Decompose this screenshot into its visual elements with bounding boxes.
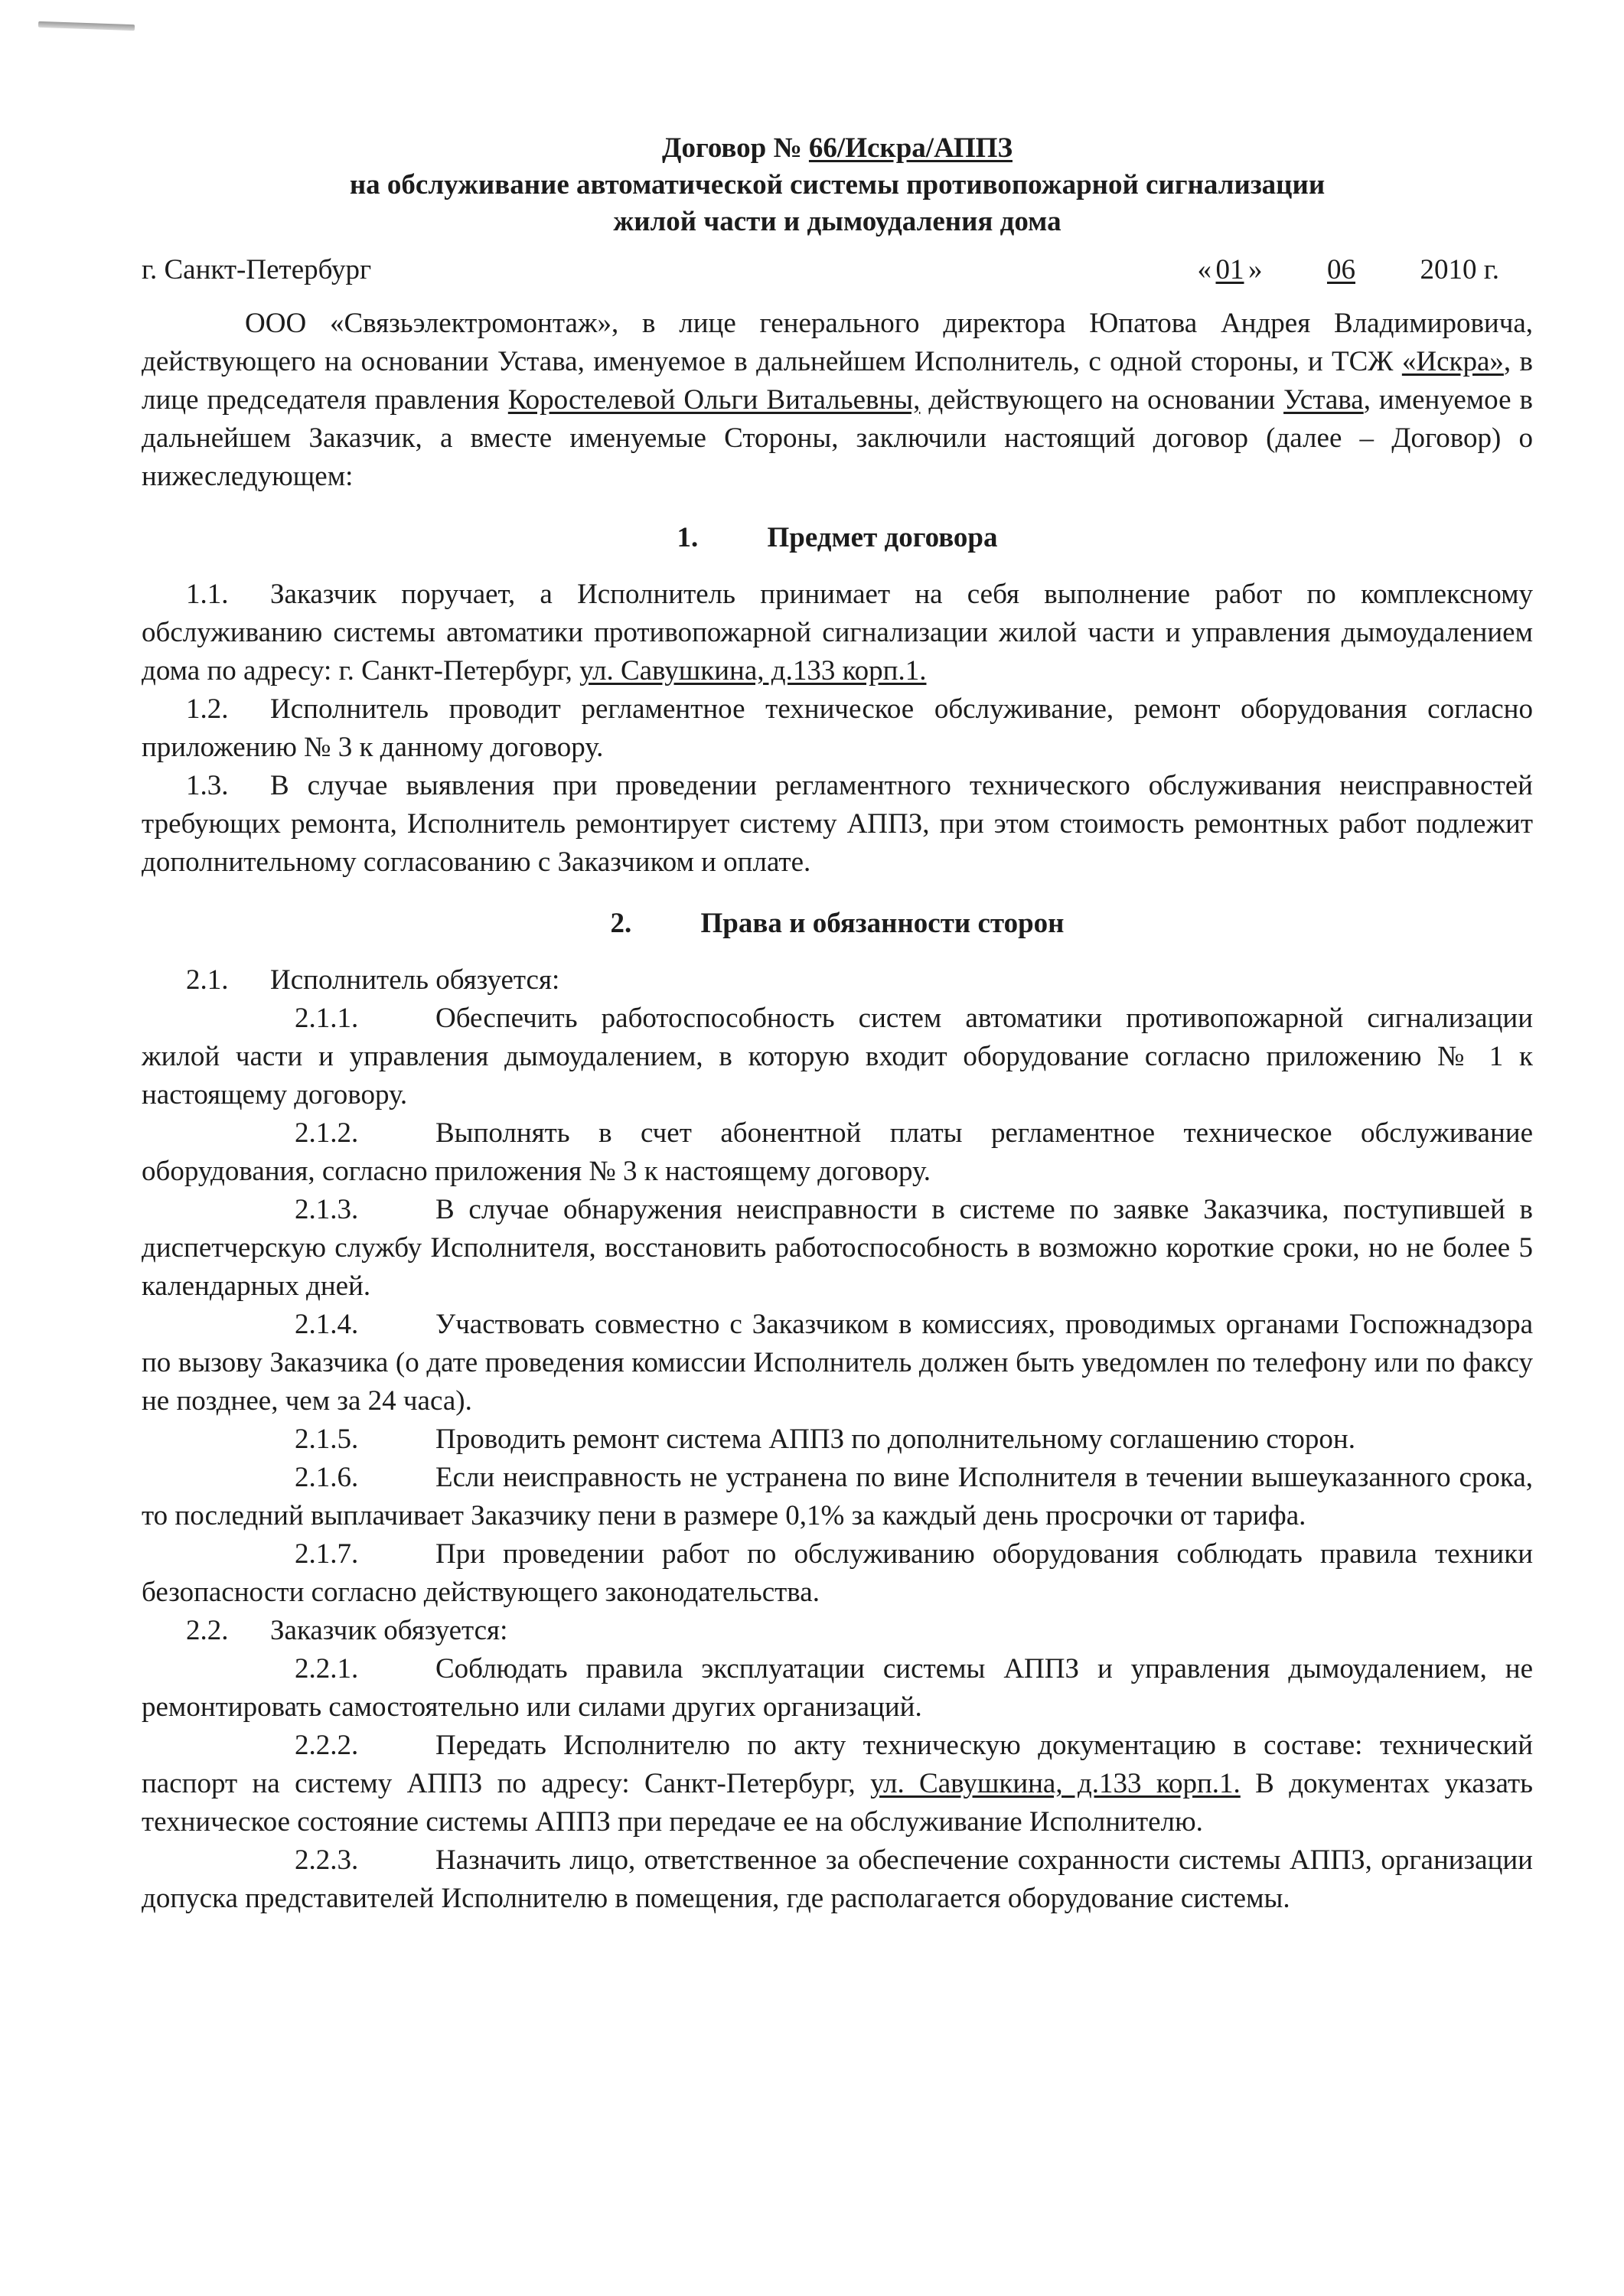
section-1-heading: 1. Предмет договора	[677, 522, 998, 553]
clause-2-1-6: 2.1.6. Если неисправность не устранена по вине Исполнителя в течении вышеуказанного срока, то последний выплачивает Заказчику пени в размере 0,1% за каждый день просрочки от тарифа.	[142, 1462, 1533, 1531]
clause-2-2: 2.2. Заказчик обязуется:	[186, 1615, 508, 1646]
subtitle-line-2: жилой части и дымоудаления дома	[613, 206, 1061, 237]
basis-document: Устава	[1283, 384, 1364, 416]
clause-2-2-2: 2.2.2. Передать Исполнителю по акту техническую документацию в составе: технический паспорт на систему АППЗ по адресу: Санкт-Петербург, ул. Савушкина, д.133 корп.1. В документах указать техническое состояние системы АППЗ при передаче ее на обслуживание Исполнителю.	[142, 1730, 1533, 1838]
title-line: Договор № 66/Искра/АППЗ	[662, 132, 1013, 164]
clause-2-1-2: 2.1.2. Выполнять в счет абонентной платы регламентное техническое обслуживание оборудования, согласно приложения № 3 к настоящему договору.	[142, 1117, 1533, 1187]
clause-1-3: 1.3. В случае выявления при проведении регламентного технического обслуживания неисправностей требующих ремонта, Исполнитель ремонтирует систему АППЗ, при этом стоимость ремонтных работ подлежит дополнительному согласованию с Заказчиком и оплате.	[142, 770, 1533, 878]
place-city: г. Санкт-Петербург	[142, 254, 372, 285]
clause-2-1-7: 2.1.7. При проведении работ по обслуживанию оборудования соблюдать правила техники безопасности согласно действующего законодательства.	[142, 1538, 1533, 1608]
clause-2-2-1: 2.2.1. Соблюдать правила эксплуатации системы АППЗ и управления дымоудалением, не ремонтировать самостоятельно или силами других организаций.	[142, 1653, 1533, 1723]
contract-date: « 01 » 06 2010 г.	[1197, 251, 1499, 289]
clause-2-1-4: 2.1.4. Участвовать совместно с Заказчиком в комиссиях, проводимых органами Госпожнадзора по вызову Заказчика (о дате проведения комиссии Исполнитель должен быть уведомлен по телефону или по факсу не позднее, чем за 24 часа).	[142, 1309, 1533, 1417]
section-2-heading: 2. Права и обязанности сторон	[610, 908, 1065, 939]
preamble-paragraph: ООО «Связьэлектромонтаж», в лице генерального директора Юпатова Андрея Владимировича, действующего на основании Устава, именуемое в дальнейшем Исполнитель, с одной стороны, и ТСЖ «Искра», в лице председателя правления Коростелевой Ольги Витальевны, действующего на основании Устава, именуемое в дальнейшем Заказчик, а вместе именуемые Стороны, заключили настоящий договор (далее – Договор) о нижеследующем:	[142, 308, 1533, 492]
passport-address: ул. Савушкина, д.133 корп.1.	[870, 1768, 1241, 1799]
scan-margin-mark	[38, 21, 135, 31]
date-year: 2010 г.	[1420, 254, 1499, 285]
clause-2-1-5: 2.1.5. Проводить ремонт система АППЗ по дополнительному соглашению сторон.	[295, 1424, 1355, 1455]
clause-2-1-3: 2.1.3. В случае обнаружения неисправности в системе по заявке Заказчика, поступившей в диспетчерскую службу Исполнителя, восстановить работоспособность в возможно короткие сроки, но не более 5 календарных дней.	[142, 1194, 1533, 1302]
document-title	[142, 130, 1533, 240]
contract-number: 66/Искра/АППЗ	[808, 132, 1013, 164]
date-month: 06	[1326, 254, 1355, 285]
party-name: «Искра»	[1401, 346, 1504, 377]
clause-1-1: 1.1. Заказчик поручает, а Исполнитель принимает на себя выполнение работ по комплексному обслуживанию системы автоматики противопожарной сигнализации жилой части и управления дымоудалением дома по адресу: г. Санкт-Петербург, ул. Савушкина, д.133 корп.1.	[142, 579, 1533, 687]
clause-2-1-1: 2.1.1. Обеспечить работоспособность систем автоматики противопожарной сигнализации жилой части и управления дымоудалением, в которую входит оборудование согласно приложению № 1 к настоящему договору.	[142, 1003, 1533, 1110]
contract-page	[142, 130, 1533, 1918]
subtitle-line-1: на обслуживание автоматической системы противопожарной сигнализации	[349, 169, 1326, 201]
chairperson-name: Коростелевой Ольги Витальевны,	[507, 384, 921, 416]
clause-1-2: 1.2. Исполнитель проводит регламентное техническое обслуживание, ремонт оборудования согласно приложению № 3 к данному договору.	[142, 693, 1533, 763]
place-date-row	[142, 251, 1533, 289]
service-address: ул. Савушкина, д.133 корп.1.	[579, 655, 927, 687]
date-day: 01	[1215, 254, 1244, 285]
clause-2-2-3: 2.2.3. Назначить лицо, ответственное за обеспечение сохранности системы АППЗ, организации допуска представителей Исполнителю в помещения, где располагается оборудование системы.	[142, 1844, 1533, 1914]
clause-2-1: 2.1. Исполнитель обязуется:	[186, 964, 560, 996]
